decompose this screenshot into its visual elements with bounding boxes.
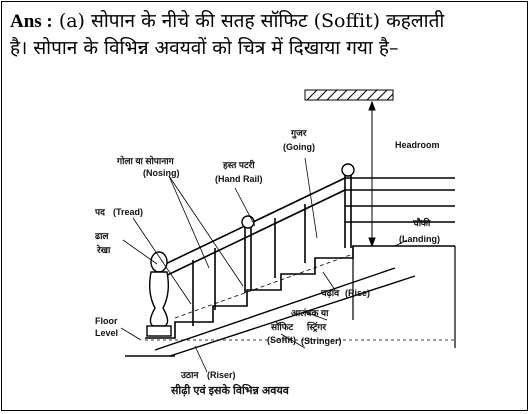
label-line-hi-2: रेखा xyxy=(97,245,111,255)
label-going-hi: गुजर xyxy=(291,128,307,138)
label-landing: (Landing) xyxy=(399,234,440,244)
label-landing-hi: चौकी xyxy=(413,218,431,228)
answer-text xyxy=(10,8,525,62)
label-riser-hi: उठान xyxy=(181,370,199,380)
label-stringer: (Stringer) xyxy=(301,336,342,346)
staircase-diagram xyxy=(95,88,473,408)
answer-frame xyxy=(1,1,528,411)
label-rise-hi: चढ़ाव xyxy=(321,288,340,298)
label-handrail: (Hand Rail) xyxy=(215,174,263,184)
label-soffit: (Soffit) xyxy=(267,335,296,345)
handrail xyxy=(157,172,455,326)
label-headroom: Headroom xyxy=(395,140,440,150)
label-soffit-hi: सॉफिट xyxy=(271,322,294,332)
label-going: (Going) xyxy=(283,142,315,152)
label-floor-1: Floor xyxy=(95,316,118,326)
answer-prefix: Ans : xyxy=(10,11,53,32)
label-nosing-hi: गोला या सोपानाग xyxy=(117,156,174,166)
label-tread-hi: पद xyxy=(95,207,105,217)
label-riser: (Riser) xyxy=(207,370,236,380)
label-handrail-hi: हस्त पटरी xyxy=(223,160,255,170)
answer-part: (a) xyxy=(58,10,85,32)
answer-line-1: सोपान के नीचे की सतह सॉफिट (Soffit) कहलाती xyxy=(91,10,445,32)
ceiling-hatch xyxy=(305,90,393,100)
label-nosing: (Nosing) xyxy=(143,168,180,178)
label-stringer-hi-1: आलंबक या xyxy=(291,308,329,318)
label-rise: (Rise) xyxy=(345,288,371,298)
headroom-dimension xyxy=(369,102,375,246)
label-stringer-hi-2: स्ट्रिंगर xyxy=(307,322,327,332)
label-floor-2: Level xyxy=(95,328,119,338)
label-tread: (Tread) xyxy=(113,207,144,217)
label-line-hi-1: ढाल xyxy=(95,231,109,241)
diagram-caption: सीढ़ी एवं इसके विभिन्न अवयव xyxy=(171,385,289,397)
answer-line-2: है। सोपान के विभिन्न अवयवों को चित्र में दिखाया गया है– xyxy=(10,37,399,59)
